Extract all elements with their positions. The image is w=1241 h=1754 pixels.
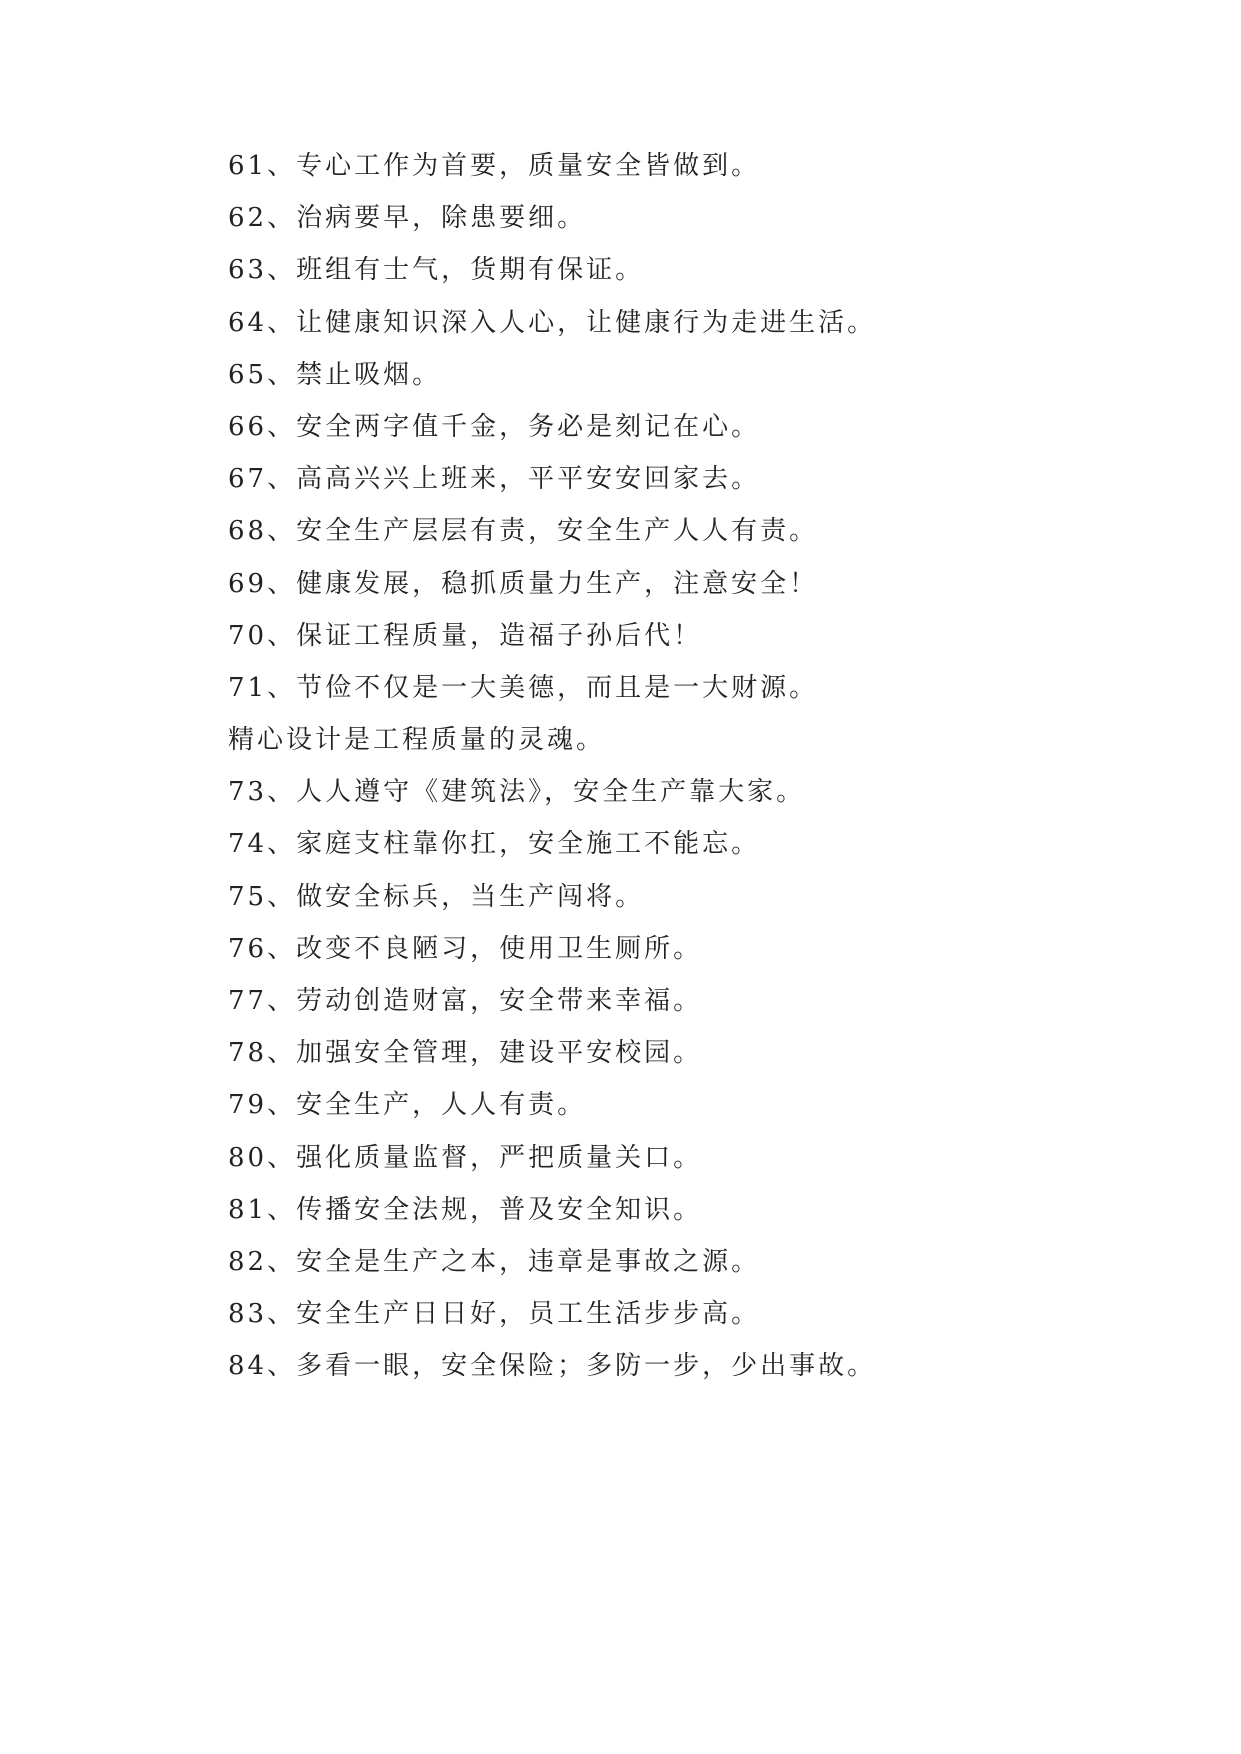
slogan-line-69: 69、健康发展，稳抓质量力生产，注意安全！ [228, 568, 819, 599]
slogan-line-64: 64、让健康知识深入人心，让健康行为走进生活。 [228, 307, 877, 338]
slogan-line-67: 67、高高兴兴上班来，平平安安回家去。 [228, 464, 761, 495]
slogan-line-68: 68、安全生产层层有责，安全生产人人有责。 [228, 516, 819, 547]
slogan-line-unnumbered: 精心设计是工程质量的灵魂。 [228, 725, 606, 756]
slogan-line-80: 80、强化质量监督，严把质量关口。 [228, 1142, 703, 1173]
slogan-line-81: 81、传播安全法规，普及安全知识。 [228, 1194, 703, 1225]
slogan-line-66: 66、安全两字值千金，务必是刻记在心。 [228, 411, 761, 442]
slogan-line-73: 73、人人遵守《建筑法》，安全生产靠大家。 [228, 777, 806, 808]
slogan-line-75: 75、做安全标兵，当生产闯将。 [228, 881, 645, 912]
slogan-line-74: 74、家庭支柱靠你扛，安全施工不能忘。 [228, 829, 761, 860]
slogan-line-79: 79、安全生产，人人有责。 [228, 1090, 587, 1121]
slogan-line-76: 76、改变不良陋习，使用卫生厕所。 [228, 933, 703, 964]
slogan-list [228, 140, 876, 1393]
slogan-line-65: 65、禁止吸烟。 [228, 359, 442, 390]
slogan-line-77: 77、劳动创造财富，安全带来幸福。 [228, 986, 703, 1016]
slogan-line-62: 62、治病要早，除患要细。 [228, 203, 587, 234]
slogan-line-82: 82、安全是生产之本，违章是事故之源。 [228, 1246, 761, 1277]
slogan-line-63: 63、班组有士气，货期有保证。 [228, 255, 645, 286]
slogan-line-71: 71、节俭不仅是一大美德，而且是一大财源。 [228, 672, 819, 703]
slogan-line-78: 78、加强安全管理，建设平安校园。 [228, 1038, 703, 1069]
slogan-line-61: 61、专心工作为首要，质量安全皆做到。 [228, 151, 761, 181]
slogan-line-70: 70、保证工程质量，造福子孙后代！ [228, 620, 703, 651]
slogan-line-84: 84、多看一眼，安全保险；多防一步，少出事故。 [228, 1351, 877, 1382]
slogan-line-83: 83、安全生产日日好，员工生活步步高。 [228, 1299, 761, 1330]
